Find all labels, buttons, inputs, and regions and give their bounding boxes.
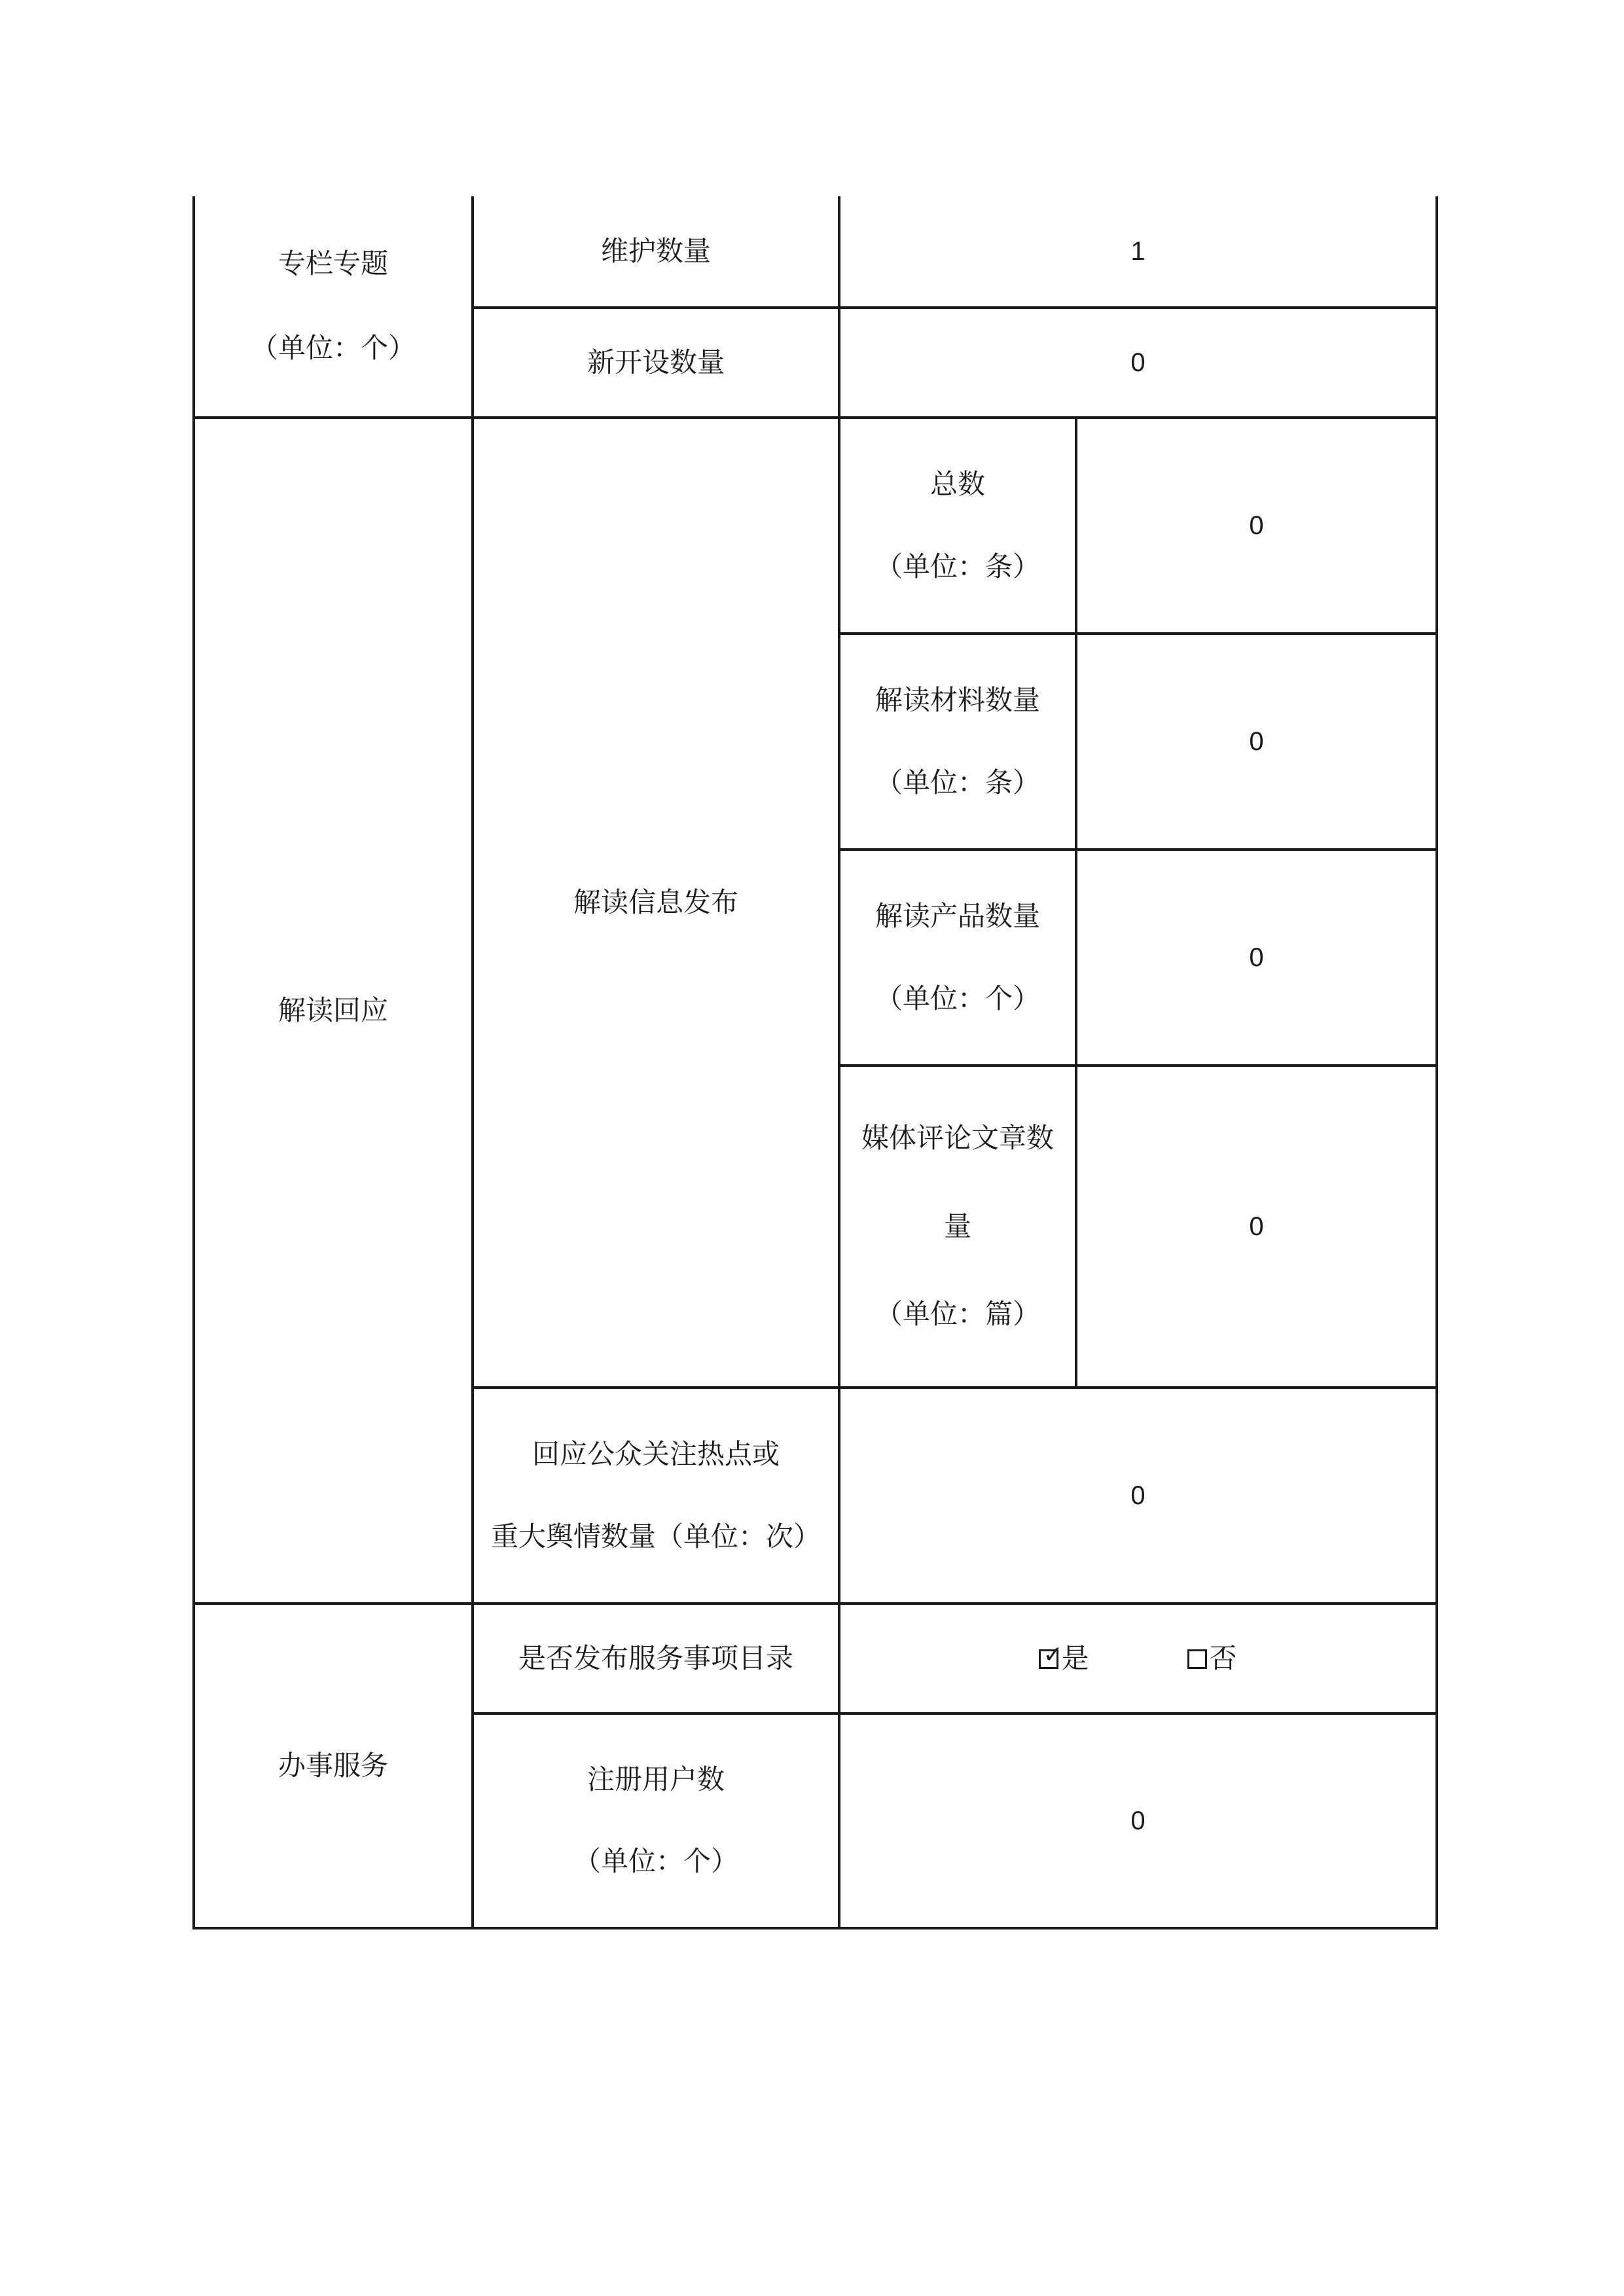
catalog-label-cell <box>474 1605 838 1712</box>
table-bottom-border <box>192 1927 1438 1929</box>
product-value-cell <box>1077 851 1435 1064</box>
users-value: 0 <box>1130 1806 1146 1835</box>
response-label-line1: 回应公众关注热点或 <box>532 1438 780 1471</box>
total-label-cell <box>840 419 1075 632</box>
material-label: 解读材料数量 <box>875 684 1040 717</box>
new-count-value-cell <box>840 309 1435 416</box>
catalog-label: 是否发布服务事项目录 <box>518 1641 793 1674</box>
column-divider <box>1435 196 1438 1929</box>
checked-checkbox-icon[interactable] <box>1039 1641 1063 1669</box>
catalog-option-no-label: 否 <box>1209 1641 1237 1674</box>
column-section-category: 专栏专题 <box>278 247 388 280</box>
response-value-cell <box>840 1389 1435 1602</box>
users-value-cell <box>840 1715 1435 1927</box>
total-value: 0 <box>1249 511 1264 540</box>
services-category: 办事服务 <box>278 1749 388 1782</box>
column-section-category-cell <box>195 196 471 416</box>
material-unit: （单位：条） <box>875 766 1040 798</box>
product-unit: （单位：个） <box>875 982 1040 1014</box>
product-label: 解读产品数量 <box>875 900 1040 933</box>
interpretation-category-cell <box>195 419 471 1602</box>
total-value-cell <box>1077 419 1435 632</box>
response-label-line2: 重大舆情数量（单位：次） <box>490 1520 821 1552</box>
interpretation-category: 解读回应 <box>278 994 388 1026</box>
material-value: 0 <box>1249 727 1264 756</box>
media-unit: （单位：篇） <box>875 1298 1040 1331</box>
catalog-option-no[interactable] <box>1187 1642 1237 1675</box>
total-unit: （单位：条） <box>875 550 1040 583</box>
checkmark-icon: ✓ <box>1043 1641 1063 1668</box>
media-label-line1: 媒体评论文章数 <box>861 1122 1054 1155</box>
material-value-cell <box>1077 635 1435 848</box>
media-value: 0 <box>1249 1212 1264 1241</box>
new-count-value: 0 <box>1130 348 1146 377</box>
catalog-option-yes[interactable] <box>1039 1642 1089 1675</box>
users-label-cell <box>474 1715 838 1927</box>
maintain-count-label-cell <box>474 196 838 306</box>
media-label-line2: 量 <box>943 1210 971 1242</box>
catalog-options-cell <box>840 1605 1435 1712</box>
response-label-cell <box>474 1389 838 1602</box>
product-label-cell <box>840 851 1075 1064</box>
users-label: 注册用户数 <box>586 1763 725 1796</box>
services-category-cell <box>195 1605 471 1927</box>
total-label: 总数 <box>929 468 985 501</box>
interpretation-publish-label: 解读信息发布 <box>573 886 738 918</box>
users-unit: （单位：个） <box>573 1845 738 1878</box>
catalog-option-yes-label: 是 <box>1061 1641 1089 1674</box>
product-value: 0 <box>1249 943 1264 972</box>
column-section-unit: （单位：个） <box>250 332 416 365</box>
maintain-count-value-cell <box>840 196 1435 306</box>
maintain-count-label: 维护数量 <box>600 234 711 267</box>
new-count-label: 新开设数量 <box>586 346 725 378</box>
material-label-cell <box>840 635 1075 848</box>
new-count-label-cell <box>474 309 838 416</box>
media-value-cell <box>1077 1067 1435 1386</box>
unchecked-checkbox-icon[interactable] <box>1187 1649 1207 1669</box>
maintain-count-value: 1 <box>1130 237 1146 266</box>
interpretation-publish-cell <box>474 419 838 1386</box>
response-value: 0 <box>1130 1481 1146 1510</box>
media-label-cell <box>840 1067 1075 1386</box>
